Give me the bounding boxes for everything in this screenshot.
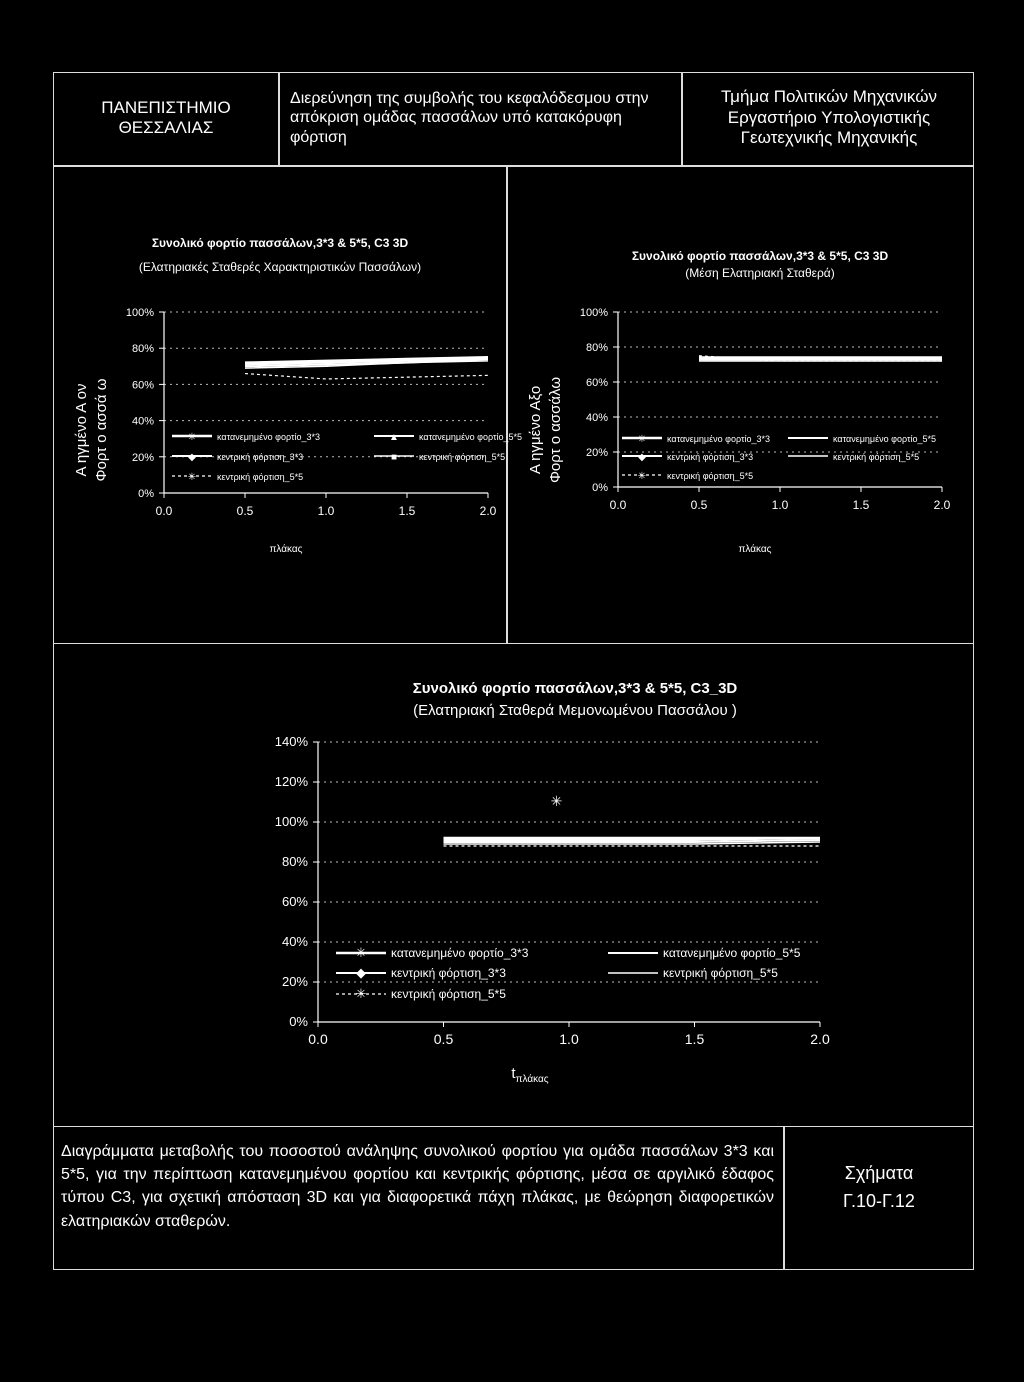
chart-2-ylabel-line2: Φορτ ο ασσάλω [547, 376, 564, 484]
chart-1-legend-marker: ◆ [188, 452, 196, 463]
chart-3-ytick-label: 60% [281, 894, 308, 909]
chart-3-ytick-label: 80% [281, 854, 308, 869]
chart-1-legend-marker: ✳ [187, 472, 197, 483]
chart-1-title: Συνολικό φορτίο πασσάλων,3*3 & 5*5, C3 3D [151, 236, 409, 250]
chart-3-ytick-label: 100% [274, 814, 308, 829]
chart-1-ytick-label: 40% [131, 415, 154, 428]
chart-2-title: Συνολικό φορτίο πασσάλων,3*3 & 5*5, C3 3D [631, 249, 889, 263]
chart-1-xtick-label: 0.5 [236, 504, 254, 518]
chart-1-plot [126, 307, 522, 518]
chart-3-legend-marker: ✳ [355, 945, 367, 960]
chart-1-xtick-label: 1.0 [317, 504, 335, 518]
footer-caption: Διαγράμματα μεταβολής του ποσοστού ανάληψης συνολικού φορτίου για ομάδα πασσάλων 3*3 και 5*5, για την περίπτωση κατανεμημένου φορτίου και κεντρικής φόρτισης, μέσα σε αργιλικό έδαφος τύπου C3, για σχετική απόσταση 3D και για διαφορετικά πάχη πλάκας, με θεώρηση διαφορετικών ελατηριακών σταθερών. [61, 1143, 774, 1230]
chart-3-xtick-label: 0.5 [433, 1031, 454, 1047]
chart-2-legend-label: κεντρική φόρτιση_5*5 [833, 452, 920, 462]
chart-3-xtick-label: 1.5 [684, 1031, 705, 1047]
figure-label: Σχήματα [844, 1163, 914, 1183]
chart-2-legend-label: κατανεμημένο φορτίο_5*5 [833, 434, 937, 444]
chart-3-ytick-label: 0% [289, 1014, 308, 1029]
chart-1-xtick-label: 0.0 [155, 504, 173, 518]
chart-3-legend-label: κατανεμημένο φορτίο_5*5 [663, 946, 801, 960]
chart-3-ytick-label: 120% [274, 774, 308, 789]
chart-3-xlabel-main: t [511, 1065, 516, 1082]
chart-3-xlabel [511, 1065, 548, 1085]
document-title: Διερεύνηση της συμβολής του κεφαλόδεσμου στην απόκριση ομάδας πασσάλων υπό κατακόρυφη φόρτιση [290, 90, 649, 146]
chart-1-legend-label: κατανεμημένο φορτίο_3*3 [217, 432, 321, 442]
chart-1-legend-marker: ▲ [389, 432, 399, 443]
chart-2 [510, 230, 970, 560]
chart-1-legend-label: κατανεμημένο φορτίο_5*5 [419, 432, 523, 442]
chart-2-xtick-label: 2.0 [933, 498, 951, 512]
chart-2-xlabel: πλάκας [738, 544, 772, 555]
chart-3-legend-label: κεντρική φόρτιση_3*3 [391, 966, 506, 980]
chart-2-plot [580, 307, 951, 512]
chart-2-legend-marker: ✳ [637, 434, 647, 445]
chart-2-legend-marker: ◆ [638, 452, 646, 463]
chart-3-legend-marker: ◆ [356, 965, 366, 980]
chart-3-xtick-label: 0.0 [308, 1031, 328, 1047]
chart-2-ytick-label: 60% [585, 377, 608, 389]
chart-3-legend-label: κατανεμημένο φορτίο_3*3 [391, 946, 529, 960]
chart-2-xtick-label: 0.5 [690, 498, 708, 512]
chart-3-legend-label: κεντρική φόρτιση_5*5 [663, 966, 778, 980]
chart-1-legend-label: κεντρική φόρτιση_3*3 [217, 452, 304, 462]
chart-2-legend-label: κατανεμημένο φορτίο_3*3 [667, 434, 771, 444]
chart-3-xlabel-sub: πλάκας [515, 1074, 549, 1085]
chart-1-series-line [245, 374, 488, 379]
department-name: Τμήμα Πολιτικών Μηχανικών Εργαστήριο Υπολογιστικής Γεωτεχνικής Μηχανικής [721, 87, 937, 148]
chart-2-ytick-label: 20% [585, 447, 608, 459]
chart-3 [240, 670, 880, 1110]
chart-2-legend-label: κεντρική φόρτιση_5*5 [667, 471, 754, 481]
chart-1-ytick-label: 60% [131, 379, 154, 392]
chart-3-ytick-label: 20% [281, 974, 308, 989]
chart-2-xtick-label: 1.5 [852, 498, 870, 512]
chart-1-xtick-label: 2.0 [479, 504, 497, 518]
chart-3-ytick-label: 40% [281, 934, 308, 949]
chart-1-xlabel: πλάκας [269, 544, 303, 555]
top-charts-divider [506, 166, 508, 644]
chart-2-xtick-label: 1.0 [771, 498, 789, 512]
university-name: ΠΑΝΕΠΙΣΤΗΜΙΟ ΘΕΣΣΑΛΙΑΣ [101, 97, 231, 137]
chart-1-ytick-label: 100% [125, 307, 154, 319]
header-divider-1 [278, 72, 280, 166]
chart-1-legend-label: κεντρική φόρτιση_5*5 [217, 472, 304, 482]
chart-1-ytick-label: 80% [131, 343, 154, 356]
chart-1-xtick-label: 1.5 [398, 504, 416, 518]
chart-2-legend-marker: ✳ [637, 471, 647, 482]
chart-3-legend-label: κεντρική φόρτιση_5*5 [391, 987, 506, 1001]
chart-3-xtick-label: 1.0 [559, 1031, 579, 1047]
chart-1-ylabel-line2: Φορτ ο ασσά ω [93, 378, 110, 482]
chart-3-annotation: ✳ [550, 793, 563, 809]
chart-2-subtitle: (Μέση Ελατηριακή Σταθερά) [685, 266, 835, 280]
chart-3-subtitle: (Ελατηριακή Σταθερά Μεμονωμένου Πασσάλου ) [413, 702, 737, 719]
chart-1 [56, 230, 523, 560]
chart-2-ylabel [527, 377, 564, 483]
chart-1-ylabel-line1: Α ηγμένο Α ον [73, 383, 90, 477]
chart-2-ytick-label: 40% [585, 412, 608, 424]
chart-1-legend-label: κεντρική φόρτιση_5*5 [419, 452, 506, 462]
chart-3-ytick-label: 140% [274, 734, 308, 749]
chart-2-xtick-label: 0.0 [609, 498, 627, 512]
chart-2-ytick-label: 80% [585, 342, 608, 354]
chart-2-ytick-label: 100% [579, 307, 608, 319]
header-divider-2 [681, 72, 683, 166]
chart-1-legend-marker: ■ [390, 452, 398, 463]
chart-1-subtitle: (Ελατηριακές Σταθερές Χαρακτηριστικών Πασσάλων) [138, 260, 422, 274]
chart-2-ytick-label: 0% [592, 482, 608, 494]
chart-3-xtick-label: 2.0 [810, 1031, 830, 1047]
figure-label-box [784, 1160, 974, 1216]
chart-1-legend-marker: ✳ [187, 432, 197, 443]
figure-number: Γ.10-Γ.12 [843, 1190, 915, 1211]
chart-1-ytick-label: 0% [138, 488, 154, 500]
chart-3-title: Συνολικό φορτίο πασσάλων,3*3 & 5*5, C3_3D [412, 680, 738, 697]
chart-2-ylabel-line1: Α ηγμένο Αξο [527, 385, 544, 475]
chart-1-ylabel [73, 378, 110, 481]
chart-3-plot [275, 734, 830, 1047]
chart-1-ytick-label: 20% [131, 451, 154, 464]
chart-2-legend-label: κεντρική φόρτιση_3*3 [667, 452, 754, 462]
chart-3-legend-marker: ✳ [355, 986, 367, 1001]
